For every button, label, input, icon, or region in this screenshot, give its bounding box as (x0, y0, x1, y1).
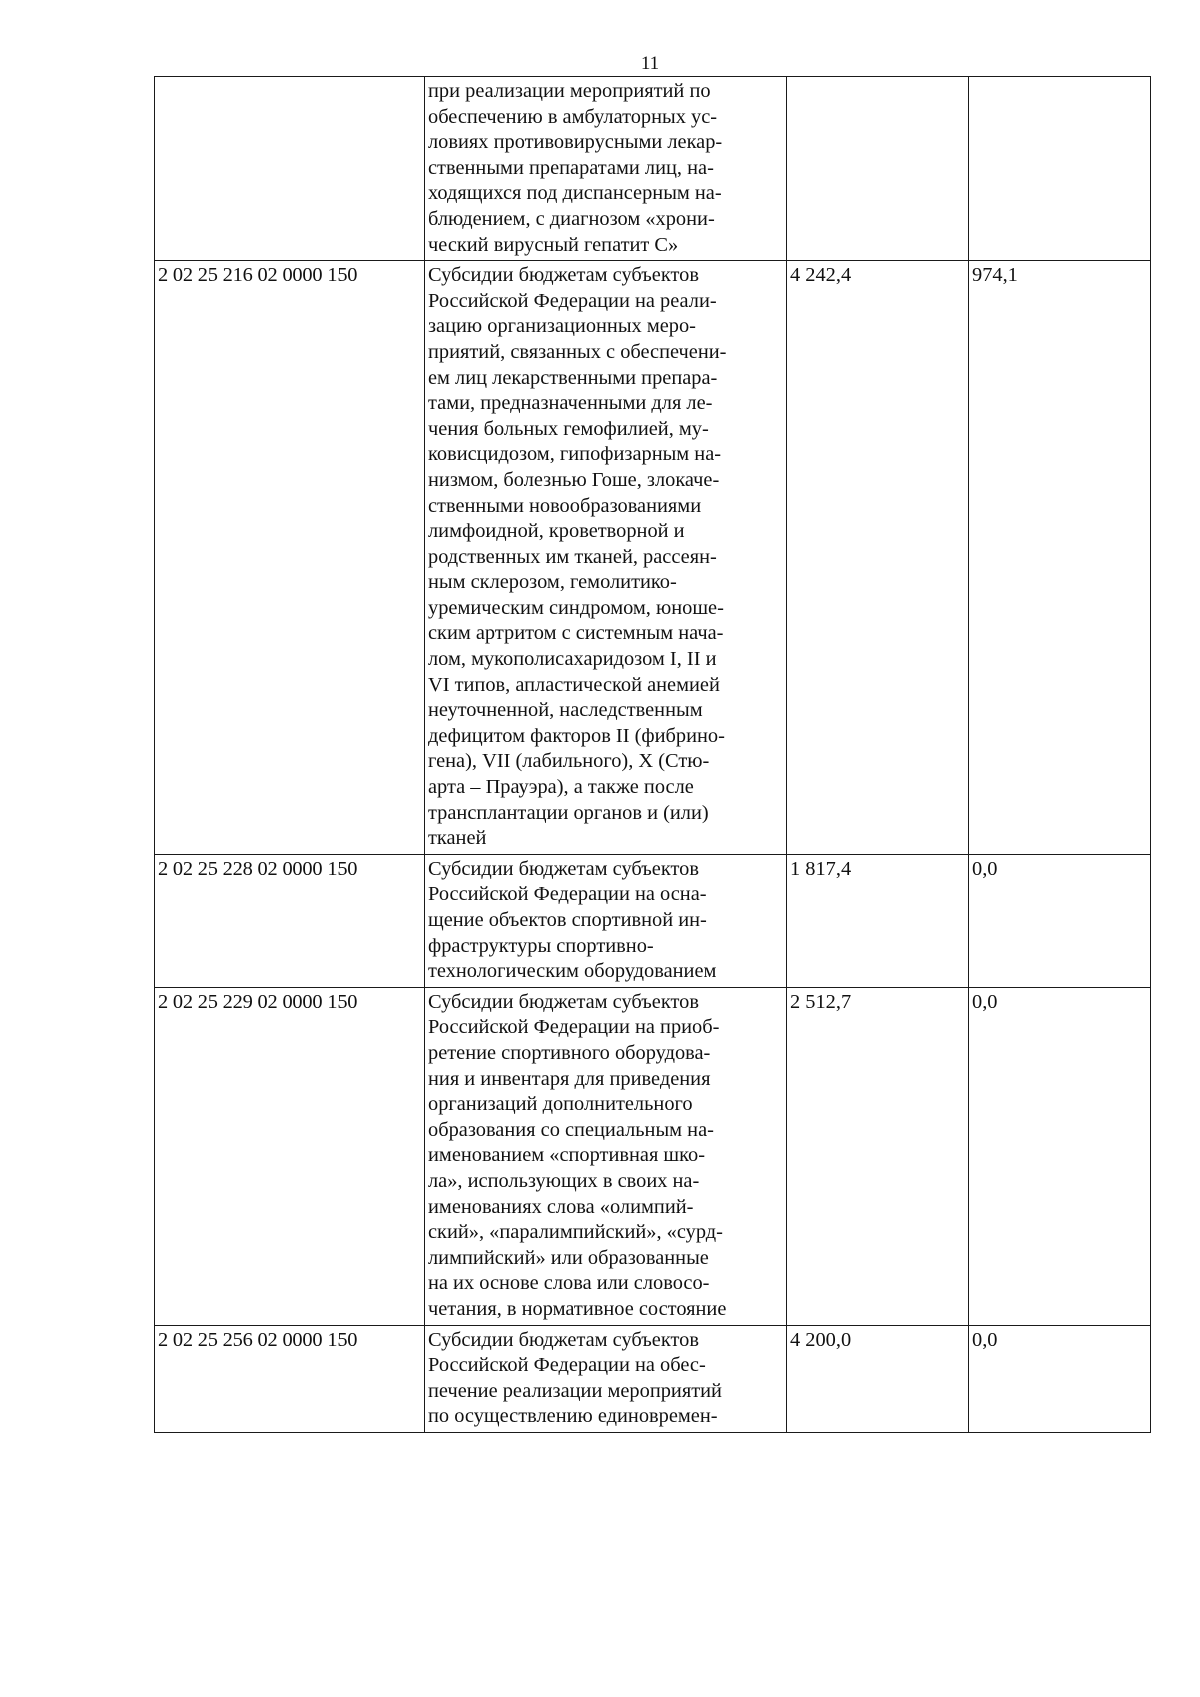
revenue-name-line: гена), VII (лабильного), X (Стю- (428, 750, 710, 773)
table-row (155, 261, 1151, 855)
revenue-name-line: низмом, болезнью Гоше, злокаче- (428, 468, 720, 491)
revenue-name-line: Российской Федерации на реали- (428, 289, 717, 312)
revenue-name-line: Субсидии бюджетам субъектов (428, 1328, 699, 1351)
revenue-name-line: ем лиц лекарственными препара- (428, 366, 718, 389)
revenue-name-line: ским артритом с системным нача- (428, 622, 724, 645)
revenue-name-line: лом, мукополисахаридозом I, II и (428, 648, 717, 671)
amount-cell-2: 0,0 (969, 854, 1151, 987)
budget-revenue-table (154, 76, 1151, 1433)
revenue-name-line: VI типов, апластической анемией (428, 673, 720, 696)
revenue-name-line: ходящихся под диспансерным на- (428, 182, 722, 205)
revenue-name-line: блюдением, с диагнозом «хрони- (428, 207, 715, 230)
table-body (155, 77, 1151, 1433)
revenue-name-line: организаций дополнительного (428, 1093, 693, 1116)
amount-cell-2 (969, 77, 1151, 261)
revenue-name-line: ла», использующих в своих на- (428, 1169, 700, 1192)
revenue-name-line: приятий, связанных с обеспечени- (428, 340, 727, 363)
budget-code-cell: 2 02 25 229 02 0000 150 (155, 987, 425, 1325)
revenue-name-line: щение объектов спортивной ин- (428, 909, 707, 931)
revenue-name-line: Российской Федерации на приоб- (428, 1016, 720, 1039)
revenue-name-line: тканей (428, 827, 487, 850)
revenue-name-line: при реализации мероприятий по (428, 80, 711, 102)
revenue-name-line: Субсидии бюджетам субъектов (428, 990, 699, 1013)
revenue-name-line: обеспечению в амбулаторных ус- (428, 105, 718, 128)
revenue-name-line: Российской Федерации на обес- (428, 1354, 706, 1377)
amount-cell-1 (787, 77, 969, 261)
table-row (155, 77, 1151, 261)
budget-code-cell (155, 77, 425, 261)
revenue-name-line: арта – Прауэра), а также после (428, 776, 694, 799)
revenue-name-line: по осуществлению единовремен- (428, 1405, 718, 1428)
table-row (155, 854, 1151, 987)
revenue-name-cell (425, 987, 787, 1325)
revenue-name-line: Российской Федерации на осна- (428, 883, 707, 906)
revenue-name-line: именованием «спортивная шко- (428, 1144, 705, 1167)
revenue-name-line: печение реализации мероприятий (428, 1379, 722, 1402)
revenue-name-line: ретение спортивного оборудова- (428, 1041, 711, 1064)
revenue-name-line: трансплантации органов и (или) (428, 801, 709, 824)
table-row (155, 987, 1151, 1325)
revenue-name-line: зацию организационных меро- (428, 315, 696, 338)
revenue-name-line: чения больных гемофилией, му- (428, 417, 709, 440)
revenue-name-cell (425, 77, 787, 261)
table-row (155, 1325, 1151, 1432)
revenue-name-cell (425, 261, 787, 855)
revenue-name-line: дефицитом факторов II (фибрино- (428, 724, 725, 747)
revenue-name-line: четания, в нормативное состояние (428, 1297, 727, 1320)
revenue-name-line: ский», «паралимпийский», «сурд- (428, 1221, 723, 1244)
revenue-name-line: лимфоидной, кроветворной и (428, 520, 685, 543)
budget-code-cell: 2 02 25 256 02 0000 150 (155, 1325, 425, 1432)
revenue-name-line: ния и инвентаря для приведения (428, 1067, 711, 1090)
amount-cell-1: 2 512,7 (787, 987, 969, 1325)
revenue-name-line: ным склерозом, гемолитико- (428, 571, 677, 594)
revenue-name-line: неуточненной, наследственным (428, 699, 703, 722)
amount-cell-1: 4 242,4 (787, 261, 969, 855)
amount-cell-1: 1 817,4 (787, 854, 969, 987)
revenue-name-line: Субсидии бюджетам субъектов (428, 857, 699, 880)
revenue-name-line: родственных им тканей, рассеян- (428, 545, 717, 568)
revenue-name-cell (425, 854, 787, 987)
budget-code-cell: 2 02 25 216 02 0000 150 (155, 261, 425, 855)
revenue-name-line: образования со специальным на- (428, 1118, 714, 1141)
revenue-name-line: лимпийский» или образованные (428, 1246, 709, 1269)
page-number: 11 (640, 53, 660, 74)
amount-cell-1: 4 200,0 (787, 1325, 969, 1432)
revenue-name-line: уремическим синдромом, юноше- (428, 596, 724, 619)
revenue-name-cell (425, 1325, 787, 1432)
revenue-name-line: ковисцидозом, гипофизарным на- (428, 443, 722, 466)
revenue-name-line: ственными препаратами лиц, на- (428, 156, 714, 179)
revenue-name-line: ловиях противовирусными лекар- (428, 131, 723, 154)
revenue-name-line: фраструктуры спортивно- (428, 934, 654, 957)
revenue-name-line: ческий вирусный гепатит С» (428, 233, 679, 256)
revenue-name-line: тами, предназначенными для ле- (428, 392, 713, 415)
revenue-name-line: технологическим оборудованием (428, 960, 717, 983)
revenue-name-line: именованиях слова «олимпий- (428, 1195, 694, 1218)
amount-cell-2: 0,0 (969, 987, 1151, 1325)
amount-cell-2: 0,0 (969, 1325, 1151, 1432)
amount-cell-2: 974,1 (969, 261, 1151, 855)
budget-code-cell: 2 02 25 228 02 0000 150 (155, 854, 425, 987)
revenue-name-line: Субсидии бюджетам субъектов (428, 264, 699, 287)
revenue-name-line: ственными новообразованиями (428, 494, 702, 517)
revenue-name-line: на их основе слова или словосо- (428, 1272, 710, 1295)
